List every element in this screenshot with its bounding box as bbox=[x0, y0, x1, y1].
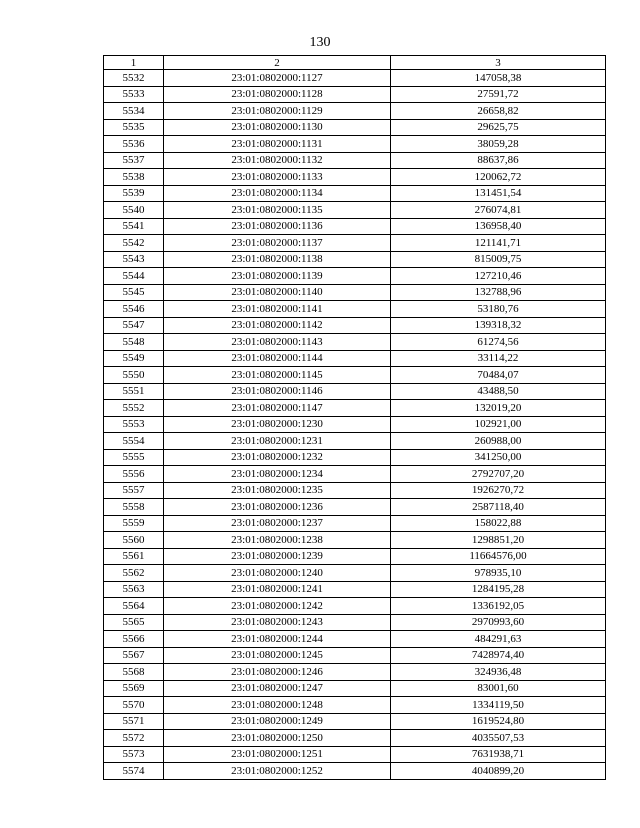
table-row bbox=[104, 680, 606, 697]
table-row bbox=[104, 730, 606, 747]
cadastral-number-cell: 23:01:0802000:1142 bbox=[164, 317, 391, 334]
value-cell: 2792707,20 bbox=[391, 466, 606, 483]
value-cell: 26658,82 bbox=[391, 103, 606, 120]
cadastral-number-cell: 23:01:0802000:1247 bbox=[164, 680, 391, 697]
row-number-cell: 5569 bbox=[104, 680, 164, 697]
table-row bbox=[104, 466, 606, 483]
row-number-cell: 5561 bbox=[104, 548, 164, 565]
row-number-cell: 5535 bbox=[104, 119, 164, 136]
table-row bbox=[104, 202, 606, 219]
cadastral-number-cell: 23:01:0802000:1236 bbox=[164, 499, 391, 516]
table-row bbox=[104, 416, 606, 433]
value-cell: 29625,75 bbox=[391, 119, 606, 136]
value-cell: 1298851,20 bbox=[391, 532, 606, 549]
row-number-cell: 5552 bbox=[104, 400, 164, 417]
row-number-cell: 5555 bbox=[104, 449, 164, 466]
row-number-cell: 5574 bbox=[104, 763, 164, 780]
table-row bbox=[104, 631, 606, 648]
table-row bbox=[104, 581, 606, 598]
value-cell: 139318,32 bbox=[391, 317, 606, 334]
cadastral-number-cell: 23:01:0802000:1252 bbox=[164, 763, 391, 780]
table-row bbox=[104, 482, 606, 499]
table-row bbox=[104, 367, 606, 384]
cadastral-number-cell: 23:01:0802000:1249 bbox=[164, 713, 391, 730]
cadastral-number-cell: 23:01:0802000:1129 bbox=[164, 103, 391, 120]
cadastral-number-cell: 23:01:0802000:1248 bbox=[164, 697, 391, 714]
value-cell: 260988,00 bbox=[391, 433, 606, 450]
value-cell: 7631938,71 bbox=[391, 746, 606, 763]
value-cell: 4035507,53 bbox=[391, 730, 606, 747]
value-cell: 1336192,05 bbox=[391, 598, 606, 615]
column-header-2: 2 bbox=[164, 56, 391, 70]
row-number-cell: 5565 bbox=[104, 614, 164, 631]
cadastral-number-cell: 23:01:0802000:1231 bbox=[164, 433, 391, 450]
table-row bbox=[104, 383, 606, 400]
table-row bbox=[104, 532, 606, 549]
value-cell: 324936,48 bbox=[391, 664, 606, 681]
cadastral-number-cell: 23:01:0802000:1131 bbox=[164, 136, 391, 153]
row-number-cell: 5568 bbox=[104, 664, 164, 681]
table-row bbox=[104, 152, 606, 169]
cadastral-number-cell: 23:01:0802000:1241 bbox=[164, 581, 391, 598]
table-row bbox=[104, 284, 606, 301]
cadastral-number-cell: 23:01:0802000:1130 bbox=[164, 119, 391, 136]
value-cell: 136958,40 bbox=[391, 218, 606, 235]
table-row bbox=[104, 169, 606, 186]
row-number-cell: 5542 bbox=[104, 235, 164, 252]
cadastral-number-cell: 23:01:0802000:1136 bbox=[164, 218, 391, 235]
cadastral-number-cell: 23:01:0802000:1244 bbox=[164, 631, 391, 648]
value-cell: 7428974,40 bbox=[391, 647, 606, 664]
row-number-cell: 5532 bbox=[104, 70, 164, 87]
table-row bbox=[104, 515, 606, 532]
table-row bbox=[104, 235, 606, 252]
cadastral-number-cell: 23:01:0802000:1243 bbox=[164, 614, 391, 631]
table-row bbox=[104, 647, 606, 664]
table-row bbox=[104, 664, 606, 681]
table-row bbox=[104, 598, 606, 615]
cadastral-number-cell: 23:01:0802000:1237 bbox=[164, 515, 391, 532]
table-row bbox=[104, 548, 606, 565]
table-row bbox=[104, 218, 606, 235]
cadastral-number-cell: 23:01:0802000:1128 bbox=[164, 86, 391, 103]
cadastral-number-cell: 23:01:0802000:1138 bbox=[164, 251, 391, 268]
table-row bbox=[104, 697, 606, 714]
column-header-3: 3 bbox=[391, 56, 606, 70]
value-cell: 4040899,20 bbox=[391, 763, 606, 780]
value-cell: 2970993,60 bbox=[391, 614, 606, 631]
row-number-cell: 5553 bbox=[104, 416, 164, 433]
cadastral-number-cell: 23:01:0802000:1140 bbox=[164, 284, 391, 301]
cadastral-number-cell: 23:01:0802000:1144 bbox=[164, 350, 391, 367]
value-cell: 33114,22 bbox=[391, 350, 606, 367]
value-cell: 11664576,00 bbox=[391, 548, 606, 565]
value-cell: 1284195,28 bbox=[391, 581, 606, 598]
cadastral-number-cell: 23:01:0802000:1143 bbox=[164, 334, 391, 351]
row-number-cell: 5537 bbox=[104, 152, 164, 169]
row-number-cell: 5533 bbox=[104, 86, 164, 103]
table-row bbox=[104, 185, 606, 202]
cadastral-number-cell: 23:01:0802000:1239 bbox=[164, 548, 391, 565]
cadastral-number-cell: 23:01:0802000:1232 bbox=[164, 449, 391, 466]
value-cell: 38059,28 bbox=[391, 136, 606, 153]
row-number-cell: 5572 bbox=[104, 730, 164, 747]
row-number-cell: 5567 bbox=[104, 647, 164, 664]
cadastral-number-cell: 23:01:0802000:1134 bbox=[164, 185, 391, 202]
row-number-cell: 5554 bbox=[104, 433, 164, 450]
value-cell: 70484,07 bbox=[391, 367, 606, 384]
value-cell: 120062,72 bbox=[391, 169, 606, 186]
page-number: 130 bbox=[309, 35, 331, 50]
value-cell: 341250,00 bbox=[391, 449, 606, 466]
cadastral-number-cell: 23:01:0802000:1230 bbox=[164, 416, 391, 433]
cadastral-number-cell: 23:01:0802000:1145 bbox=[164, 367, 391, 384]
value-cell: 27591,72 bbox=[391, 86, 606, 103]
row-number-cell: 5573 bbox=[104, 746, 164, 763]
cadastral-number-cell: 23:01:0802000:1132 bbox=[164, 152, 391, 169]
table-body bbox=[104, 56, 606, 780]
row-number-cell: 5564 bbox=[104, 598, 164, 615]
cadastral-number-cell: 23:01:0802000:1251 bbox=[164, 746, 391, 763]
row-number-cell: 5548 bbox=[104, 334, 164, 351]
row-number-cell: 5560 bbox=[104, 532, 164, 549]
row-number-cell: 5556 bbox=[104, 466, 164, 483]
value-cell: 484291,63 bbox=[391, 631, 606, 648]
value-cell: 88637,86 bbox=[391, 152, 606, 169]
row-number-cell: 5539 bbox=[104, 185, 164, 202]
row-number-cell: 5546 bbox=[104, 301, 164, 318]
row-number-cell: 5541 bbox=[104, 218, 164, 235]
value-cell: 2587118,40 bbox=[391, 499, 606, 516]
cadastral-number-cell: 23:01:0802000:1240 bbox=[164, 565, 391, 582]
value-cell: 815009,75 bbox=[391, 251, 606, 268]
row-number-cell: 5545 bbox=[104, 284, 164, 301]
table-row bbox=[104, 317, 606, 334]
value-cell: 1619524,80 bbox=[391, 713, 606, 730]
cadastral-number-cell: 23:01:0802000:1246 bbox=[164, 664, 391, 681]
cadastral-number-cell: 23:01:0802000:1135 bbox=[164, 202, 391, 219]
table-row bbox=[104, 433, 606, 450]
row-number-cell: 5550 bbox=[104, 367, 164, 384]
table-row bbox=[104, 119, 606, 136]
table-row bbox=[104, 301, 606, 318]
table-row bbox=[104, 103, 606, 120]
value-cell: 127210,46 bbox=[391, 268, 606, 285]
table-row bbox=[104, 746, 606, 763]
row-number-cell: 5558 bbox=[104, 499, 164, 516]
row-number-cell: 5543 bbox=[104, 251, 164, 268]
cadastral-number-cell: 23:01:0802000:1147 bbox=[164, 400, 391, 417]
cadastral-number-cell: 23:01:0802000:1238 bbox=[164, 532, 391, 549]
table-row bbox=[104, 86, 606, 103]
cadastral-number-cell: 23:01:0802000:1139 bbox=[164, 268, 391, 285]
value-cell: 158022,88 bbox=[391, 515, 606, 532]
table-row bbox=[104, 565, 606, 582]
cadastral-number-cell: 23:01:0802000:1141 bbox=[164, 301, 391, 318]
row-number-cell: 5549 bbox=[104, 350, 164, 367]
row-number-cell: 5534 bbox=[104, 103, 164, 120]
table-row bbox=[104, 350, 606, 367]
row-number-cell: 5547 bbox=[104, 317, 164, 334]
value-cell: 147058,38 bbox=[391, 70, 606, 87]
row-number-cell: 5563 bbox=[104, 581, 164, 598]
table-row bbox=[104, 251, 606, 268]
row-number-cell: 5544 bbox=[104, 268, 164, 285]
cadastral-number-cell: 23:01:0802000:1235 bbox=[164, 482, 391, 499]
row-number-cell: 5536 bbox=[104, 136, 164, 153]
cadastral-number-cell: 23:01:0802000:1127 bbox=[164, 70, 391, 87]
row-number-cell: 5570 bbox=[104, 697, 164, 714]
row-number-cell: 5551 bbox=[104, 383, 164, 400]
table-row bbox=[104, 449, 606, 466]
table-row bbox=[104, 763, 606, 780]
row-number-cell: 5538 bbox=[104, 169, 164, 186]
cadastral-number-cell: 23:01:0802000:1245 bbox=[164, 647, 391, 664]
cadastral-number-cell: 23:01:0802000:1234 bbox=[164, 466, 391, 483]
table-row bbox=[104, 334, 606, 351]
row-number-cell: 5559 bbox=[104, 515, 164, 532]
value-cell: 121141,71 bbox=[391, 235, 606, 252]
row-number-cell: 5571 bbox=[104, 713, 164, 730]
table-row bbox=[104, 713, 606, 730]
table-row bbox=[104, 268, 606, 285]
cadastral-number-cell: 23:01:0802000:1137 bbox=[164, 235, 391, 252]
row-number-cell: 5557 bbox=[104, 482, 164, 499]
table-row bbox=[104, 614, 606, 631]
row-number-cell: 5540 bbox=[104, 202, 164, 219]
value-cell: 43488,50 bbox=[391, 383, 606, 400]
table-row bbox=[104, 499, 606, 516]
table-header-row bbox=[104, 56, 606, 70]
value-cell: 276074,81 bbox=[391, 202, 606, 219]
value-cell: 1926270,72 bbox=[391, 482, 606, 499]
row-number-cell: 5562 bbox=[104, 565, 164, 582]
value-cell: 102921,00 bbox=[391, 416, 606, 433]
cadastral-number-cell: 23:01:0802000:1133 bbox=[164, 169, 391, 186]
value-cell: 61274,56 bbox=[391, 334, 606, 351]
table-row bbox=[104, 136, 606, 153]
value-cell: 1334119,50 bbox=[391, 697, 606, 714]
value-cell: 131451,54 bbox=[391, 185, 606, 202]
cadastral-number-cell: 23:01:0802000:1242 bbox=[164, 598, 391, 615]
cadastral-number-cell: 23:01:0802000:1250 bbox=[164, 730, 391, 747]
value-cell: 83001,60 bbox=[391, 680, 606, 697]
data-table bbox=[103, 55, 606, 780]
table-row bbox=[104, 400, 606, 417]
column-header-1: 1 bbox=[104, 56, 164, 70]
value-cell: 132019,20 bbox=[391, 400, 606, 417]
table-row bbox=[104, 70, 606, 87]
row-number-cell: 5566 bbox=[104, 631, 164, 648]
value-cell: 978935,10 bbox=[391, 565, 606, 582]
cadastral-number-cell: 23:01:0802000:1146 bbox=[164, 383, 391, 400]
value-cell: 132788,96 bbox=[391, 284, 606, 301]
value-cell: 53180,76 bbox=[391, 301, 606, 318]
